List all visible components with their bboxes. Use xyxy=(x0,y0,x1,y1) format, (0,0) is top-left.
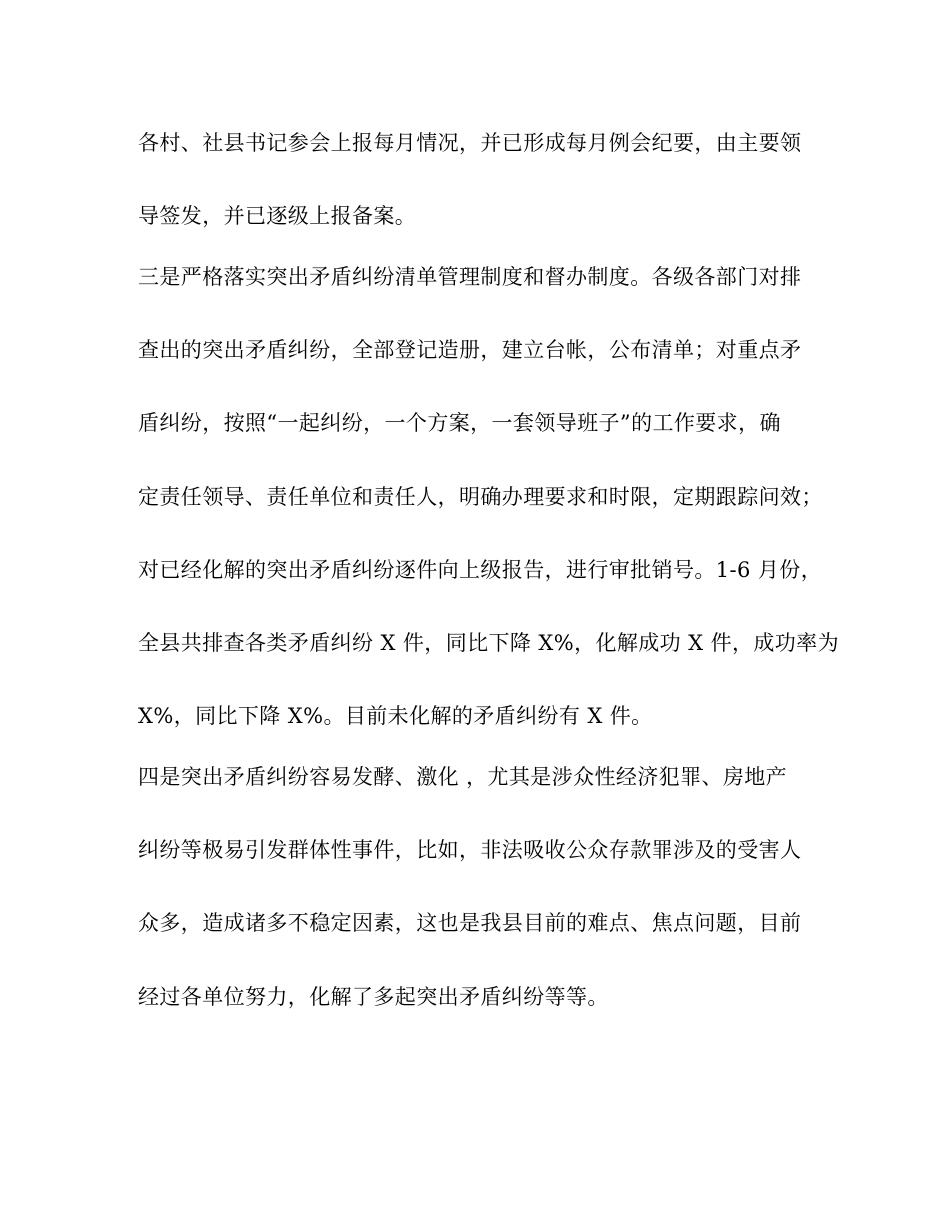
text-line: 盾纠纷，按照“一起纠纷，一个方案，一套领导班子”的工作要求，确 xyxy=(138,411,781,435)
paragraph-3-start: 三是严格落实突出矛盾纠纷清单管理制度和督办制度。各级各部门对排 xyxy=(138,265,802,289)
text-line: X%，同比下降 X%。目前未化解的矛盾纠纷有 X 件。 xyxy=(138,704,653,728)
text-line: 众多，造成诸多不稳定因素，这也是我县目前的难点、焦点问题，目前 xyxy=(138,911,802,935)
text-line: 全县共排查各类矛盾纠纷 X 件，同比下降 X%，化解成功 X 件，成功率为 xyxy=(138,631,839,655)
text-line: 查出的突出矛盾纠纷，全部登记造册，建立台帐，公布清单；对重点矛 xyxy=(138,338,802,362)
text-line: 导签发，并已逐级上报备案。 xyxy=(138,204,417,228)
text-line: 经过各单位努力，化解了多起突出矛盾纠纷等等。 xyxy=(138,985,609,1009)
text-line: 定责任领导、责任单位和责任人，明确办理要求和时限，定期跟踪问效； xyxy=(138,485,823,509)
text-line: 各村、社县书记参会上报每月情况，并已形成每月例会纪要，由主要领 xyxy=(138,131,802,155)
text-line: 对已经化解的突出矛盾纠纷逐件向上级报告，进行审批销号。1-6 月份， xyxy=(138,558,823,582)
paragraph-4-start: 四是突出矛盾纠纷容易发酵、激化 ，尤其是涉众性经济犯罪、房地产 xyxy=(138,765,788,789)
text-line: 纠纷等极易引发群体性事件，比如，非法吸收公众存款罪涉及的受害人 xyxy=(138,838,802,862)
